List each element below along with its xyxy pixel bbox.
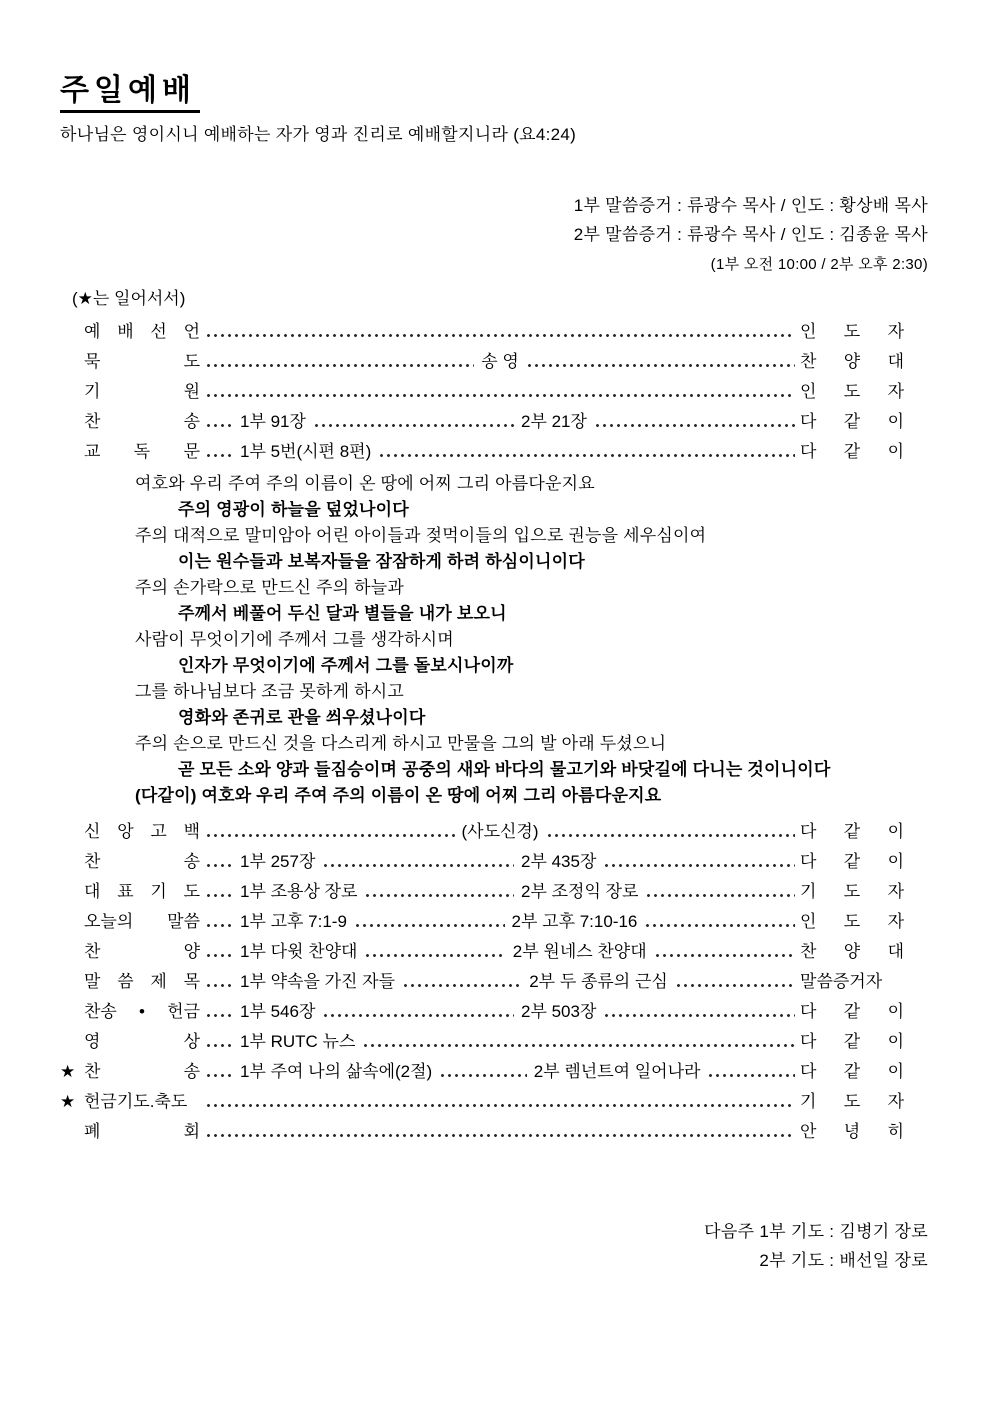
order-row-responsive-reading: [60, 437, 928, 467]
order-item-label: 오늘의 말씀: [84, 911, 200, 931]
dot-leader: [205, 983, 233, 988]
order-row-anthem: [60, 937, 928, 967]
order-item-performer: 안 녕 히: [800, 1121, 904, 1141]
standing-star-icon: ★: [60, 1061, 76, 1081]
dot-leader: [205, 923, 233, 928]
service-times: (1부 오전 10:00 / 2부 오후 2:30): [710, 255, 928, 273]
order-of-worship-part-2: [60, 817, 928, 1147]
order-item-label: 찬 송: [84, 1061, 200, 1081]
reading-line: 주의 영광이 하늘을 덮었나이다: [178, 499, 409, 519]
dot-leader: [322, 863, 514, 868]
order-row-call-to-worship: [60, 317, 928, 347]
dot-leader: [205, 363, 474, 368]
dot-leader: [546, 833, 796, 838]
order-item-part2: 2부 503장: [521, 1001, 597, 1021]
dot-leader: [675, 983, 795, 988]
dot-leader: [362, 1043, 795, 1048]
order-item-part1: 1부 91장: [240, 411, 306, 431]
next-week-prayer-info: [60, 1217, 928, 1275]
order-item-part2: 2부 조정익 장로: [521, 881, 639, 901]
order-row-standing-hymn: [60, 1057, 928, 1087]
order-row-todays-word: [60, 907, 928, 937]
reading-line: 주께서 베풀어 두신 달과 별들을 내가 보오니: [178, 603, 507, 623]
dot-leader: [205, 1043, 233, 1048]
reading-line: 이는 원수들과 보복자들을 잠잠하게 하려 하심이니이다: [178, 551, 585, 571]
dot-leader: [205, 863, 233, 868]
order-item-part1: 1부 주여 나의 삶속에(2절): [240, 1061, 433, 1081]
dot-leader: [645, 893, 795, 898]
reading-line: 인자가 무엇이기에 주께서 그를 돌보시나이까: [178, 655, 514, 675]
order-item-part1: 1부 546장: [240, 1001, 316, 1021]
order-item-label: 헌금기도.축도: [84, 1091, 188, 1111]
dot-leader: [644, 923, 795, 928]
order-item-label: 교 독 문: [84, 441, 200, 461]
order-item-performer: 말씀증거자: [800, 971, 883, 991]
order-item-label: 대 표 기 도: [84, 881, 200, 901]
order-item-performer: 다 같 이: [800, 821, 905, 841]
order-item-label: 폐 회: [84, 1121, 200, 1141]
order-item-label: 묵 도: [84, 351, 200, 371]
dot-leader: [205, 1013, 233, 1018]
reading-line: 사람이 무엇이기에 주께서 그를 생각하시며: [135, 629, 454, 649]
order-row-offering-prayer-benediction: [60, 1087, 928, 1117]
dot-leader: [313, 423, 514, 428]
order-item-label: 기 원: [84, 381, 200, 401]
dot-leader: [205, 1133, 795, 1138]
dot-leader: [205, 1103, 795, 1108]
order-row-invocation: [60, 377, 928, 407]
dot-leader: [205, 333, 795, 338]
reading-line: 주의 손으로 만드신 것을 다스리게 하시고 만물을 그의 발 아래 두셨으니: [135, 733, 667, 753]
order-row-sermon-title: [60, 967, 928, 997]
dot-leader: [707, 1073, 795, 1078]
reading-line: (다같이) 여호와 우리 주여 주의 이름이 온 땅에 어찌 그리 아름다운지요: [135, 785, 662, 805]
reading-line: 주의 대적으로 말미암아 어린 아이들과 젖먹이들의 입으로 권능을 세우심이여: [135, 525, 707, 545]
dot-leader: [205, 393, 795, 398]
order-item-performer: 다 같 이: [800, 1031, 904, 1051]
order-item-label: 찬송 • 헌금: [84, 1001, 200, 1021]
order-item-performer: 다 같 이: [800, 441, 904, 461]
dot-leader: [322, 1013, 514, 1018]
order-item-performer: 다 같 이: [800, 1001, 904, 1021]
dot-leader: [205, 953, 233, 958]
order-item-performer: 기 도 자: [800, 881, 904, 901]
order-item-performer: 다 같 이: [800, 411, 904, 431]
order-item-label: 신 앙 고 백: [84, 821, 200, 841]
order-item-performer: 찬 양 대: [800, 941, 905, 961]
dot-leader: [205, 453, 233, 458]
title-row: [60, 74, 928, 113]
order-of-worship-part-1: [60, 317, 928, 467]
dot-leader: [526, 363, 795, 368]
reading-line: 주의 손가락으로 만드신 주의 하늘과: [135, 577, 405, 597]
order-item-label: 말 씀 제 목: [84, 971, 200, 991]
order-item-part2: 2부 21장: [521, 411, 587, 431]
standing-note: (★는 일어서서): [72, 288, 186, 308]
order-item-part1: 1부 조용상 장로: [240, 881, 358, 901]
dot-leader: [439, 1073, 527, 1078]
standing-star-icon: ★: [60, 1091, 76, 1111]
service-line-1: 1부 말씀증거 : 류광수 목사 / 인도 : 황상배 목사: [573, 195, 928, 215]
order-item-part1: 1부 다윗 찬양대: [240, 941, 358, 961]
service-info-block: [60, 191, 928, 277]
order-item-part1: 1부 RUTC 뉴스: [240, 1031, 356, 1051]
responsive-reading-psalm8: [60, 471, 928, 809]
order-item-label: 예 배 선 언: [84, 321, 200, 341]
order-item-part1: 1부 고후 7:1-9: [240, 911, 347, 931]
order-item-performer: 찬 양 대: [800, 351, 905, 371]
order-row-video: [60, 1027, 928, 1057]
order-item-part2: 2부 고후 7:10-16: [511, 911, 638, 931]
order-row-hymn2: [60, 847, 928, 877]
order-item-performer: 인 도 자: [800, 321, 904, 341]
order-item-performer: 인 도 자: [800, 381, 904, 401]
scripture-subtitle: 하나님은 영이시니 예배하는 자가 영과 진리로 예배할지니라 (요4:24): [60, 124, 577, 144]
order-item-part1: 1부 5번(시편 8편): [240, 441, 372, 461]
dot-leader: [205, 423, 233, 428]
dot-leader: [603, 1013, 795, 1018]
reading-line: 여호와 우리 주여 주의 이름이 온 땅에 어찌 그리 아름다운지요: [135, 473, 595, 493]
reading-line: 영화와 존귀로 관을 씌우셨나이다: [178, 707, 426, 727]
dot-leader: [205, 833, 455, 838]
order-row-representative-prayer: [60, 877, 928, 907]
order-row-offering-hymn: [60, 997, 928, 1027]
order-item-part2: 2부 렘넌트여 일어나라: [533, 1061, 701, 1081]
dot-leader: [205, 1073, 233, 1078]
next-week-line-1: 다음주 1부 기도 : 김병기 장로: [704, 1221, 928, 1241]
order-item-part2: 2부 원네스 찬양대: [512, 941, 647, 961]
order-item-part2: 2부 435장: [521, 851, 597, 871]
order-item-performer: 다 같 이: [800, 1061, 904, 1081]
dot-leader: [354, 923, 505, 928]
dot-leader: [378, 453, 795, 458]
dot-leader: [603, 863, 795, 868]
order-item-part1: 1부 257장: [240, 851, 316, 871]
order-item-part2: 2부 두 종류의 근심: [529, 971, 668, 991]
order-row-silent-prayer: [60, 347, 928, 377]
reading-line: 곧 모든 소와 양과 들짐승이며 공중의 새와 바다의 물고기와 바닷길에 다니는 것이니이다: [178, 759, 831, 779]
order-item-label: 찬 송: [84, 411, 200, 431]
order-row-dismissal: [60, 1117, 928, 1147]
order-item-part1: 1부 약속을 가진 자들: [240, 971, 395, 991]
dot-leader: [364, 893, 514, 898]
reading-line: 그를 하나님보다 조금 못하게 하시고: [135, 681, 405, 701]
dot-leader: [205, 893, 233, 898]
dot-leader: [364, 953, 505, 958]
order-item-mid: (사도신경): [461, 821, 539, 841]
order-row-hymn: [60, 407, 928, 437]
dot-leader: [402, 983, 522, 988]
order-item-label: 찬 양: [84, 941, 200, 961]
order-row-creed: [60, 817, 928, 847]
dot-leader: [594, 423, 795, 428]
order-item-performer: 다 같 이: [800, 851, 904, 871]
order-item-label: 영 상: [84, 1031, 200, 1051]
order-item-performer: 기 도 자: [800, 1091, 904, 1111]
order-item-label: 찬 송: [84, 851, 200, 871]
service-line-2: 2부 말씀증거 : 류광수 목사 / 인도 : 김종윤 목사: [573, 224, 928, 244]
dot-leader: [654, 953, 795, 958]
order-item-performer: 인 도 자: [800, 911, 904, 931]
next-week-line-2: 2부 기도 : 배선일 장로: [759, 1250, 928, 1270]
order-item-mid: 송 영: [481, 351, 519, 371]
page-title: 주일예배: [60, 74, 200, 113]
